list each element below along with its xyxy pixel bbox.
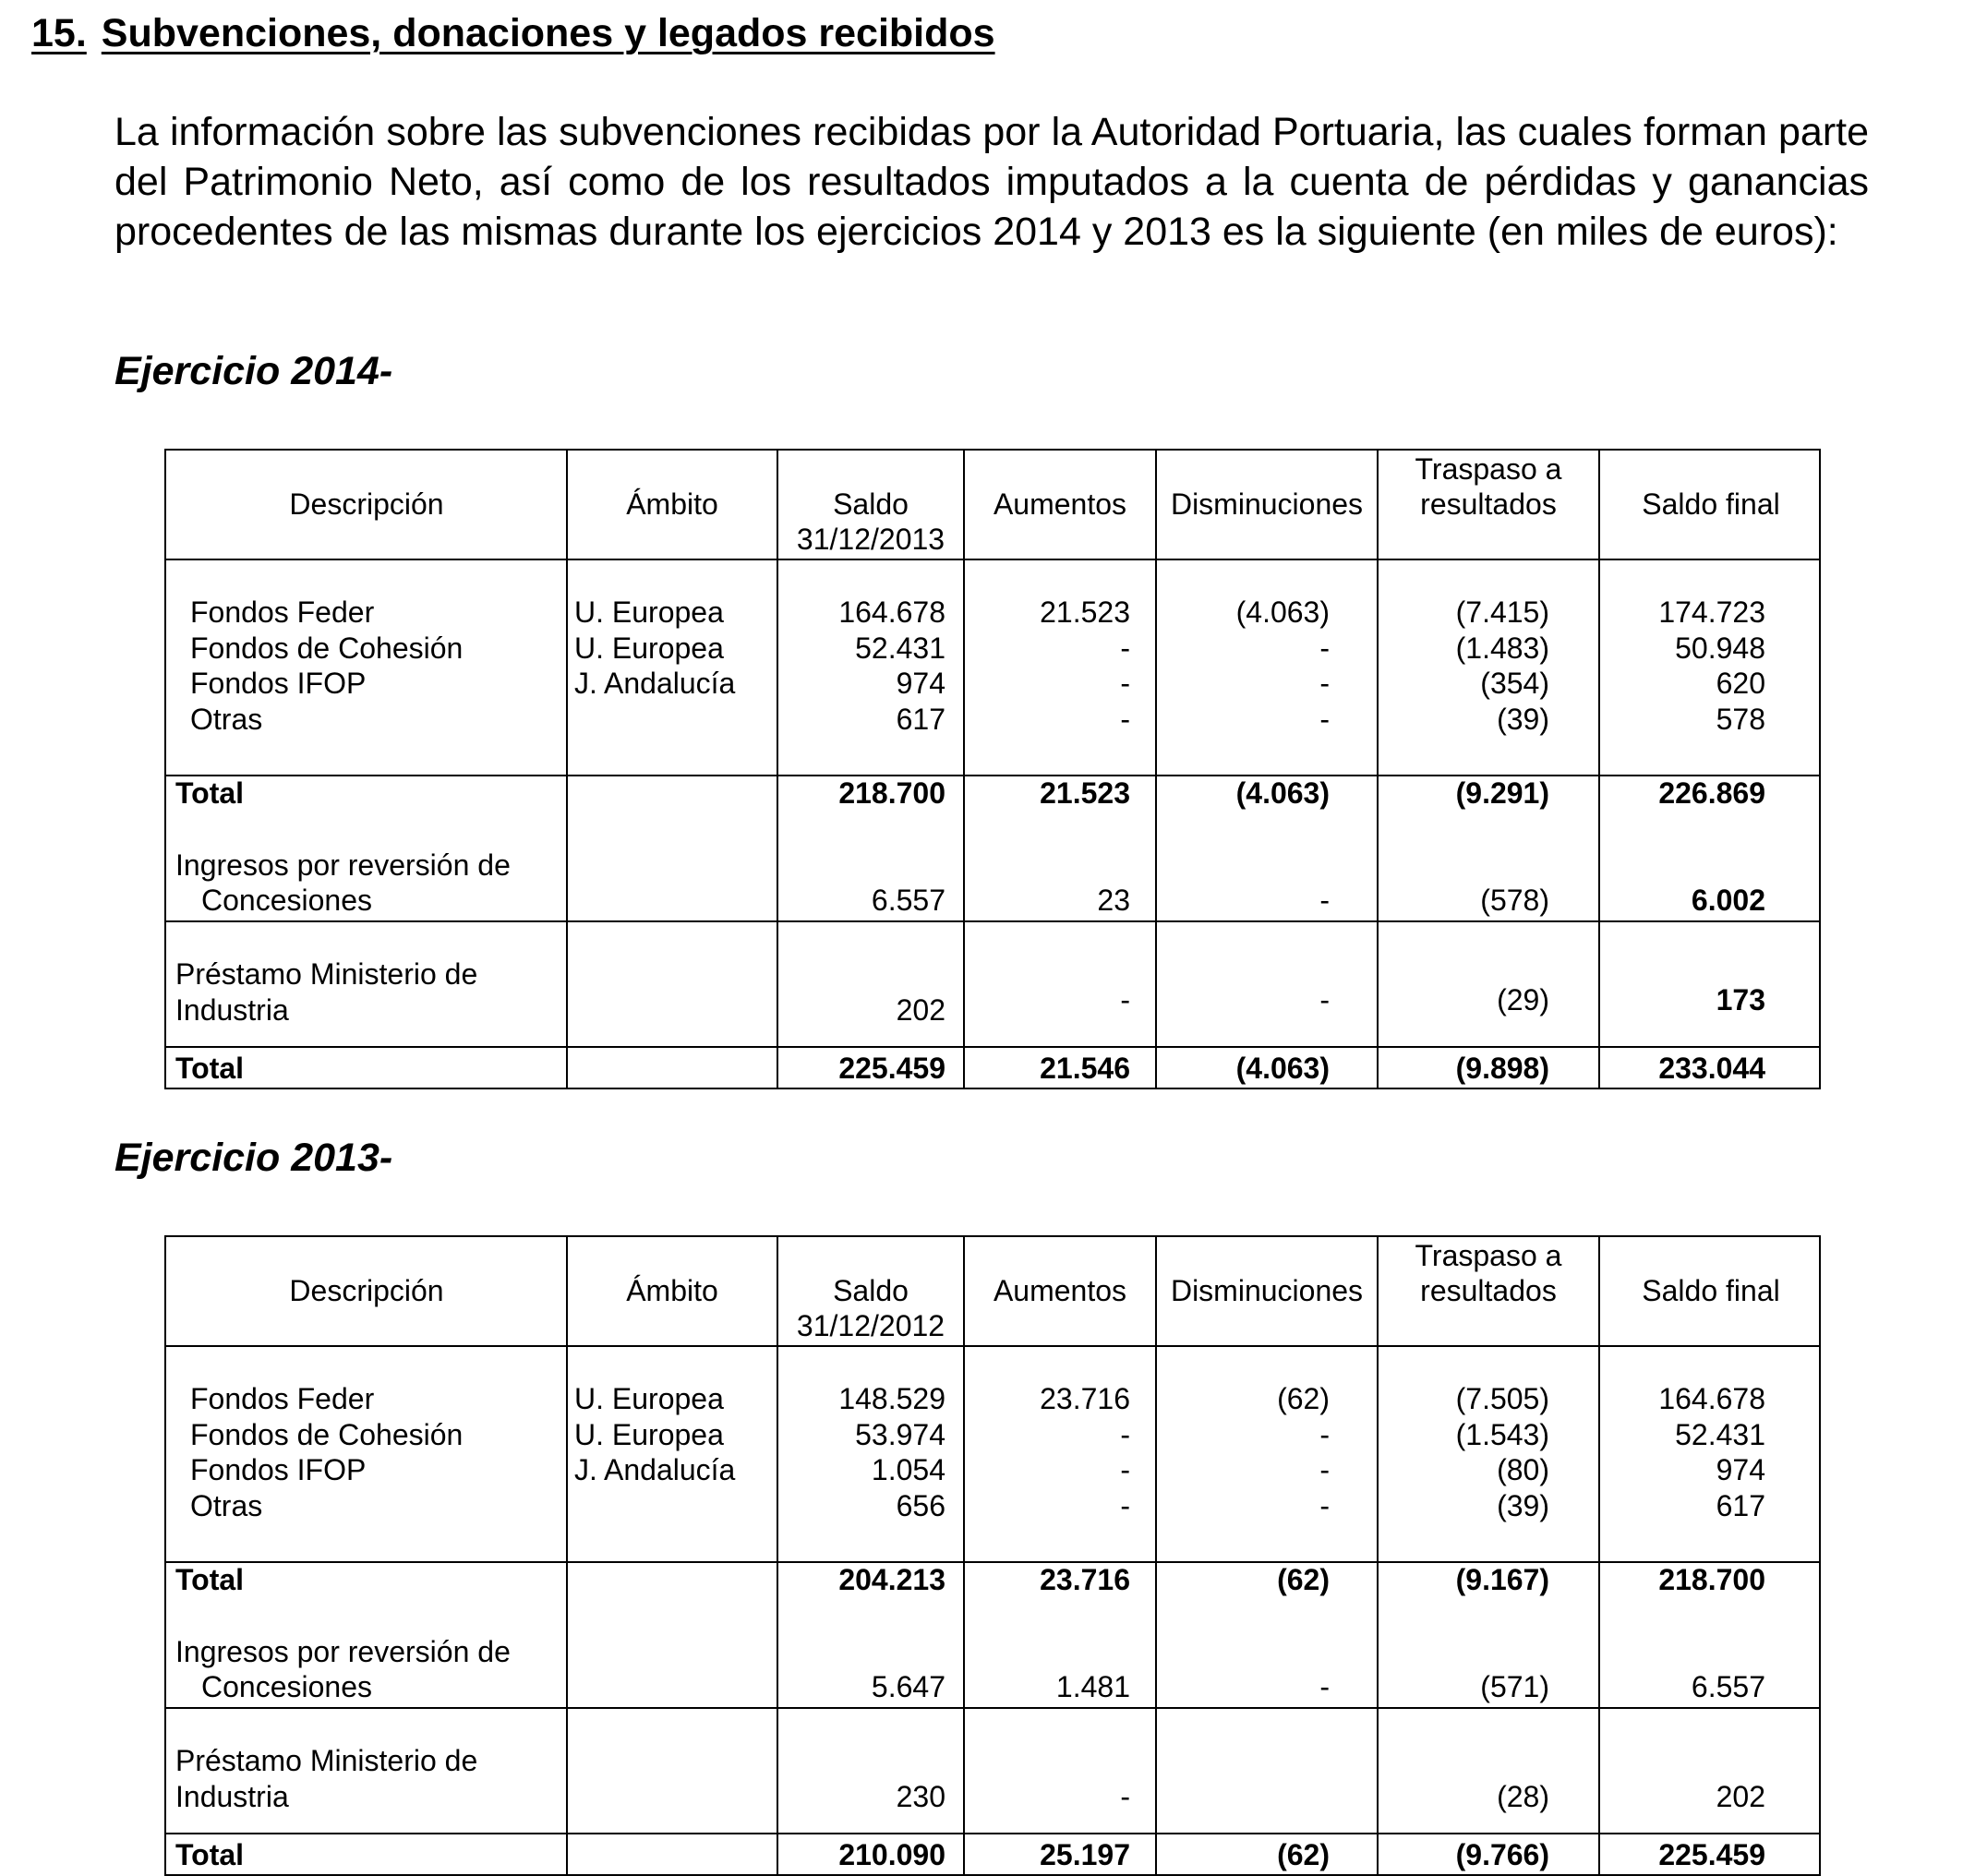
intro-line: siguiente (en miles de euros): [1317, 210, 1838, 254]
ingresos-aumentos: 1.481 [1055, 1670, 1130, 1703]
row-ambito: U. Europea [574, 595, 724, 629]
row-disminuciones: - [1319, 1453, 1330, 1486]
row-ambito: U. Europea [574, 1382, 724, 1415]
row-descripcion: Fondos de Cohesión [190, 631, 464, 665]
row-traspaso: (39) [1497, 1489, 1549, 1522]
ingresos-saldo-final: 6.002 [1691, 884, 1765, 917]
prestamo-saldo-final: 202 [1716, 1780, 1765, 1813]
row-saldo-final: 50.948 [1675, 631, 1765, 665]
ingresos-aumentos: 23 [1097, 884, 1130, 917]
prestamo-saldo: 230 [896, 1780, 945, 1813]
row-traspaso: (354) [1480, 667, 1549, 700]
header-descripcion: Descripción [289, 487, 444, 521]
row-divider [166, 920, 1819, 922]
subtotal-aumentos: 23.716 [1040, 1563, 1130, 1596]
row-descripcion: Fondos IFOP [190, 1453, 367, 1486]
column-divider [566, 1237, 568, 1874]
row-disminuciones: - [1319, 703, 1330, 736]
header-saldo-date: 31/12/2013 [796, 523, 945, 556]
prestamo-traspaso: (28) [1497, 1780, 1549, 1813]
row-traspaso: (80) [1497, 1453, 1549, 1486]
row-traspaso: (39) [1497, 703, 1549, 736]
row-saldo: 1.054 [871, 1453, 945, 1486]
grants-table-2013 [164, 1235, 1821, 1876]
ingresos-traspaso: (571) [1480, 1670, 1549, 1703]
total-disminuciones: (62) [1277, 1838, 1330, 1871]
ingresos-disminuciones: - [1319, 884, 1330, 917]
row-saldo: 164.678 [838, 595, 945, 629]
header-traspaso: Traspaso a [1415, 452, 1562, 486]
row-saldo-final: 52.431 [1675, 1418, 1765, 1451]
row-saldo: 974 [896, 667, 945, 700]
ingresos-disminuciones: - [1319, 1670, 1330, 1703]
subtotal-label: Total [175, 1563, 245, 1596]
header-traspaso: Traspaso a [1415, 1239, 1562, 1272]
intro-line: La información sobre las subvenciones recibidas por la Autoridad Portuaria, las cuales [114, 110, 1632, 154]
row-saldo-final: 617 [1716, 1489, 1765, 1522]
total-saldo-final: 233.044 [1658, 1052, 1765, 1085]
subtotal-disminuciones: (62) [1277, 1563, 1330, 1596]
row-descripcion: Otras [190, 1489, 263, 1522]
row-aumentos: - [1120, 631, 1130, 665]
grants-table-2014 [164, 449, 1821, 1089]
row-traspaso: (7.415) [1455, 595, 1549, 629]
row-aumentos: - [1120, 1453, 1130, 1486]
row-descripcion: Fondos de Cohesión [190, 1418, 464, 1451]
header-saldo-final: Saldo final [1642, 487, 1780, 521]
prestamo-label: Préstamo Ministerio de [175, 957, 478, 991]
section-number: 15. [31, 11, 87, 55]
header-saldo-date: 31/12/2012 [796, 1309, 945, 1342]
ingresos-label: Ingresos por reversión de [175, 1635, 511, 1668]
prestamo-label-2: Industria [175, 993, 289, 1027]
prestamo-saldo: 202 [896, 993, 945, 1027]
row-divider [166, 1345, 1819, 1347]
total-aumentos: 21.546 [1040, 1052, 1130, 1085]
row-divider [166, 1707, 1819, 1709]
header-traspaso-2: resultados [1420, 487, 1557, 521]
row-saldo: 52.431 [855, 631, 945, 665]
ingresos-saldo: 5.647 [871, 1670, 945, 1703]
row-ambito: J. Andalucía [574, 667, 736, 700]
row-ambito: U. Europea [574, 631, 724, 665]
row-saldo: 148.529 [838, 1382, 945, 1415]
row-traspaso: (7.505) [1455, 1382, 1549, 1415]
row-saldo-final: 974 [1716, 1453, 1765, 1486]
row-disminuciones: (4.063) [1235, 595, 1330, 629]
subheading-2013: Ejercicio 2013- [114, 1136, 393, 1180]
total-saldo: 210.090 [838, 1838, 945, 1871]
column-divider [1155, 1237, 1157, 1874]
ingresos-saldo-final: 6.557 [1691, 1670, 1765, 1703]
prestamo-disminuciones: - [1319, 983, 1330, 1016]
total-saldo: 225.459 [838, 1052, 945, 1085]
row-divider [166, 559, 1819, 560]
ingresos-label: Ingresos por reversión de [175, 848, 511, 882]
subtotal-saldo-final: 226.869 [1658, 776, 1765, 810]
header-descripcion: Descripción [289, 1274, 444, 1307]
row-descripcion: Fondos Feder [190, 595, 375, 629]
row-traspaso: (1.483) [1455, 631, 1549, 665]
row-aumentos: 21.523 [1040, 595, 1130, 629]
header-ambito: Ámbito [626, 487, 718, 521]
intro-line: pérdidas y ganancias procedentes de las mismas durante los ejercicios 2014 y 2013 es la [114, 160, 1869, 254]
row-saldo-final: 620 [1716, 667, 1765, 700]
row-saldo: 617 [896, 703, 945, 736]
header-aumentos: Aumentos [993, 487, 1127, 521]
row-disminuciones: - [1319, 667, 1330, 700]
total-traspaso: (9.766) [1455, 1838, 1549, 1871]
prestamo-label: Préstamo Ministerio de [175, 1744, 478, 1777]
header-traspaso-2: resultados [1420, 1274, 1557, 1307]
header-saldo: Saldo [833, 1274, 909, 1307]
row-aumentos: - [1120, 667, 1130, 700]
total-saldo-final: 225.459 [1658, 1838, 1765, 1871]
ingresos-label-2: Concesiones [201, 1670, 372, 1703]
subtotal-traspaso: (9.291) [1455, 776, 1549, 810]
column-divider [566, 451, 568, 1088]
row-disminuciones: - [1319, 631, 1330, 665]
subtotal-saldo: 204.213 [838, 1563, 945, 1596]
total-aumentos: 25.197 [1040, 1838, 1130, 1871]
header-saldo: Saldo [833, 487, 909, 521]
subtotal-disminuciones: (4.063) [1235, 776, 1330, 810]
total-disminuciones: (4.063) [1235, 1052, 1330, 1085]
row-aumentos: - [1120, 703, 1130, 736]
total-label: Total [175, 1052, 245, 1085]
total-traspaso: (9.898) [1455, 1052, 1549, 1085]
intro-paragraph [114, 107, 1869, 257]
row-saldo-final: 164.678 [1658, 1382, 1765, 1415]
prestamo-saldo-final: 173 [1716, 983, 1765, 1016]
row-disminuciones: - [1319, 1418, 1330, 1451]
prestamo-label-2: Industria [175, 1780, 289, 1813]
row-saldo-final: 174.723 [1658, 595, 1765, 629]
row-saldo: 656 [896, 1489, 945, 1522]
ingresos-label-2: Concesiones [201, 884, 372, 917]
subtotal-saldo: 218.700 [838, 776, 945, 810]
row-aumentos: - [1120, 1418, 1130, 1451]
subtotal-saldo-final: 218.700 [1658, 1563, 1765, 1596]
row-descripcion: Fondos IFOP [190, 667, 367, 700]
header-aumentos: Aumentos [993, 1274, 1127, 1307]
header-ambito: Ámbito [626, 1274, 718, 1307]
row-disminuciones: (62) [1277, 1382, 1330, 1415]
subtotal-label: Total [175, 776, 245, 810]
row-aumentos: 23.716 [1040, 1382, 1130, 1415]
intro-line: forman parte del Patrimonio Neto, así como de los resultados imputados a la cuenta de [114, 110, 1869, 204]
subheading-2014: Ejercicio 2014- [114, 349, 393, 393]
row-descripcion: Fondos Feder [190, 1382, 375, 1415]
section-heading [31, 11, 995, 56]
subtotal-traspaso: (9.167) [1455, 1563, 1549, 1596]
prestamo-aumentos: - [1120, 1780, 1130, 1813]
header-disminuciones: Disminuciones [1170, 1274, 1364, 1307]
row-divider [166, 1046, 1819, 1048]
row-traspaso: (1.543) [1455, 1418, 1549, 1451]
section-title: Subvenciones, donaciones y legados recibidos [101, 11, 995, 55]
header-saldo-final: Saldo final [1642, 1274, 1780, 1307]
row-divider [166, 1833, 1819, 1834]
row-aumentos: - [1120, 1489, 1130, 1522]
header-disminuciones: Disminuciones [1170, 487, 1364, 521]
prestamo-aumentos: - [1120, 983, 1130, 1016]
ingresos-saldo: 6.557 [871, 884, 945, 917]
row-descripcion: Otras [190, 703, 263, 736]
row-ambito: J. Andalucía [574, 1453, 736, 1486]
ingresos-traspaso: (578) [1480, 884, 1549, 917]
prestamo-traspaso: (29) [1497, 983, 1549, 1016]
total-label: Total [175, 1838, 245, 1871]
row-saldo: 53.974 [855, 1418, 945, 1451]
row-disminuciones: - [1319, 1489, 1330, 1522]
subtotal-aumentos: 21.523 [1040, 776, 1130, 810]
row-ambito: U. Europea [574, 1418, 724, 1451]
row-saldo-final: 578 [1716, 703, 1765, 736]
